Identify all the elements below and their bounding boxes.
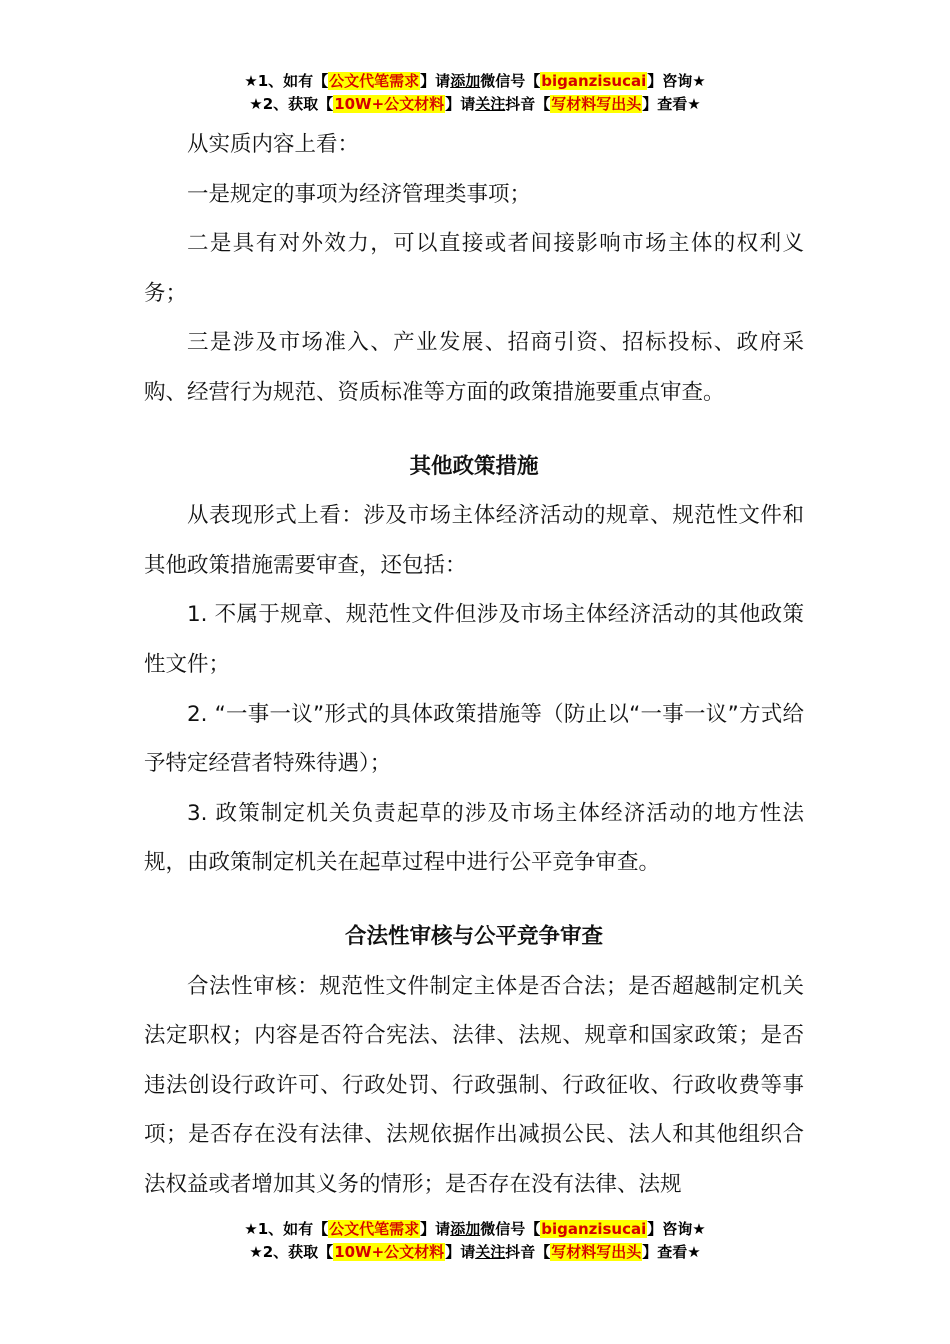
banner-text: 】请 [445,1243,476,1261]
banner-text: 】咨询★ [647,1220,706,1238]
header-banner [0,70,950,116]
highlight-materials: 10W+公文材料 [334,1243,445,1261]
banner-line-2 [0,1241,950,1264]
paragraph: 1. 不属于规章、规范性文件但涉及市场主体经济活动的其他政策性文件； [144,602,804,677]
banner-underlined-text: 关注 [475,95,506,113]
highlight-materials: 10W+公文材料 [334,95,445,113]
paragraph: 三是涉及市场准入、产业发展、招商引资、招标投标、政府采购、经营行为规范、资质标准等方面的政策措施要重点审查。 [144,330,804,405]
banner-underlined-text: 添加 [450,1220,481,1238]
banner-underlined-text: 添加 [450,72,481,90]
highlight-douyin-account: 写材料写出头 [551,1243,642,1261]
document-body [144,120,804,1209]
banner-line-1 [0,70,950,93]
banner-text: 微信号【 [480,1220,541,1238]
banner-text: ★1、如有【 [244,72,329,90]
highlight-wechat-id: biganzisucai [541,72,647,90]
banner-line-2 [0,93,950,116]
highlight-wechat-id: biganzisucai [541,1220,647,1238]
banner-line-1 [0,1218,950,1241]
banner-text: 】请 [445,95,476,113]
paragraph: 一是规定的事项为经济管理类事项； [187,181,532,207]
banner-text: 抖音【 [505,95,551,113]
banner-text: 】查看★ [642,1243,701,1261]
banner-text: ★2、获取【 [249,1243,334,1261]
section-heading: 其他政策措施 [409,453,539,479]
highlight-service: 公文代笔需求 [329,1220,420,1238]
spacer [144,418,804,442]
banner-text: 】查看★ [642,95,701,113]
banner-text: 】咨询★ [647,72,706,90]
banner-text: ★1、如有【 [244,1220,329,1238]
banner-text: 】请 [420,1220,451,1238]
banner-text: 微信号【 [480,72,541,90]
paragraph: 3. 政策制定机关负责起草的涉及市场主体经济活动的地方性法规，由政策制定机关在起草过程中进行公平竞争审查。 [144,800,804,876]
paragraph: 2. “一事一议”形式的具体政策措施等（防止以“一事一议”方式给予特定经营者特殊待遇）； [144,701,804,777]
paragraph: 合法性审核：规范性文件制定主体是否合法；是否超越制定机关法定职权；内容是否符合宪法、法律、法规、规章和国家政策；是否违法创设行政许可、行政处罚、行政强制、行政征收、行政收费等事项；是否存在没有法律、法规依据作出减损公民、法人和其他组织合法权益或者增加其义务的情形；是否存在没有法律、法规 [144,973,804,1197]
highlight-service: 公文代笔需求 [329,72,420,90]
paragraph: 二是具有对外效力，可以直接或者间接影响市场主体的权利义务； [144,231,804,306]
section-heading: 合法性审核与公平竞争审查 [344,923,603,949]
banner-text: ★2、获取【 [249,95,334,113]
footer-banner [0,1218,950,1264]
highlight-douyin-account: 写材料写出头 [551,95,642,113]
banner-text: 】请 [420,72,451,90]
banner-underlined-text: 关注 [475,1243,506,1261]
spacer [144,888,804,912]
paragraph: 从实质内容上看： [187,132,360,157]
banner-text: 抖音【 [505,1243,551,1261]
paragraph: 从表现形式上看：涉及市场主体经济活动的规章、规范性文件和其他政策措施需要审查，还包括： [144,503,804,578]
